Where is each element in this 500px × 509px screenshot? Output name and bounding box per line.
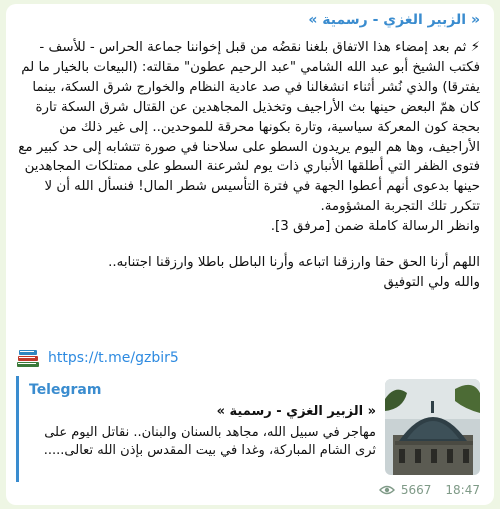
mosque-dome-image bbox=[385, 379, 480, 475]
message-bubble bbox=[6, 4, 494, 505]
link-row bbox=[16, 345, 179, 371]
message-paragraph-4: والله ولي التوفيق bbox=[383, 274, 480, 290]
message-paragraph-1: ⚡ ثم بعد إمضاء هذا الاتفاق بلغنا نقضُه من قبل إخواننا جماعة الحراس - للأسف - فكتب الشيخ أبو عبد الله الشامي "عبد الرحيم عطون" مقالته: (البيعات بالخيار ما لم يفترقا) والذي نُشر أثناء انشغالنا في صد عادية النظام والخوارج شرق السكة، بينما كان همّ البعض حينها بث الأراجيف وتخذيل المجاهدين عن القتال شرق السكة تارة بحجة كون المعركة سياسية، وتارة بكونها محرقة للموحدين.. إلى غير ذلك من الأراجيف، وها هم اليوم يريدون السطو على سلاحنا في صورة تتشابه إلى حد كبير مع فتوى الظفر التي أطلقها الأنباري ذات يوم لشرعنة السطو على ممتلكات المجاهدين حينها بدعوى أنهم أعطوا الجهة في فترة التأسيس شطر المال! فنسأل الله أن لا تتكرر تلك التجربة المشؤومة. bbox=[18, 40, 480, 215]
preview-site-name: Telegram bbox=[29, 382, 102, 398]
link-preview[interactable] bbox=[16, 376, 486, 482]
message-meta bbox=[379, 483, 480, 497]
eye-icon bbox=[379, 485, 395, 495]
preview-title: « الزبير الغزي - رسمية » bbox=[216, 404, 376, 419]
paragraph-gap bbox=[16, 237, 480, 253]
message-body bbox=[16, 38, 480, 293]
channel-name[interactable]: « الزبير الغزي - رسمية » bbox=[308, 12, 480, 28]
message-paragraph-3: اللهم أرنا الحق حقا وارزقنا اتباعه وأرنا الباطل باطلا وارزقنا اجتنابه.. bbox=[108, 255, 480, 271]
channel-link[interactable]: https://t.me/gzbir5 bbox=[48, 350, 179, 366]
message-paragraph-2: وانظر الرسالة كاملة ضمن [مرفق 3]. bbox=[270, 219, 480, 235]
preview-thumbnail[interactable] bbox=[385, 379, 480, 475]
preview-description: مهاجر في سبيل الله، مجاهد بالسنان والبنان.. نقاتل اليوم على ثرى الشام المباركة، وغدا في بيت المقدس بإذن الله تعالى..... bbox=[43, 425, 376, 458]
message-time: 18:47 bbox=[445, 483, 480, 497]
view-count: 5667 bbox=[400, 483, 432, 497]
books-icon bbox=[16, 347, 40, 369]
